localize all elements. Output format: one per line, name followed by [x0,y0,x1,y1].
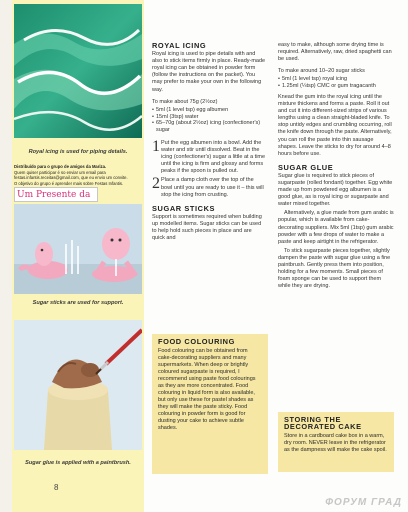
storing-box [278,412,394,472]
ingredient-item: • 5ml (1 level tsp) egg albumen [152,107,266,114]
food-colouring-heading: FOOD COLOURING [158,337,235,346]
step-number: 1 [152,137,160,155]
food-colouring-box [152,334,268,474]
royal-icing-intro: Royal icing is used to pipe details with and also to stick items firmly in place. Ready-made royal icing can be obtained in powder form (follow the instructions on the packet). You may prefer to make your own in the following way. [152,51,266,93]
sugar-sticks-heading: SUGAR STICKS [152,203,216,213]
sugar-sticks-ingredients [278,76,394,90]
sugar-glue-p3: To stick sugarpaste pieces together, slightly dampen the paste with sugar glue using a fine paintbrush. Gently press them into position, holding for a few moments. Small pieces of foam sponge can be used to support them while they are drying. [278,247,391,290]
sugar-glue-caption: Sugar glue is applied with a paintbrush. [25,460,131,466]
ingredient-item: • 65–70g (about 2½oz) icing (confectioner's) sugar [152,120,266,134]
ingredient-item: • 5ml (1 level tsp) royal icing [278,76,394,83]
sugar-sticks-caption: Sugar sticks are used for support. [32,300,124,306]
sugar-sticks-continued: easy to make, although some drying time is required. Alternatively, raw, dried spaghetti can be used. [278,42,392,63]
ingredient-item: • 15ml (3tsp) water [152,114,266,121]
promo-line-4: O objetivo do grupo é aprender mais sobre Festas Infantis. [14,180,124,186]
step-text: Put the egg albumen into a bowl. Add the water and stir until dissolved. Beat in the icing (confectioner's) sugar a little at a time until the icing is firm and glossy and forms peaks if the spoon is pulled out. [161,139,266,175]
royal-icing-caption: Royal icing is used for piping details. [28,149,128,155]
food-colouring-body: Food colouring can be obtained from cake-decorating suppliers and many supermarkets. When deep or brightly coloured sugarpaste is required, I recommend using paste food colourings as they are more concentrated. Food colouring in liquid form is also available, but only use these for pastel shades as they will make the paste sticky. Food colouring in powder form is good for dusting your cake to achieve subtle shades. [158,348,256,431]
ingredient-item: • 1.25ml (¼tsp) CMC or gum tragacanth [278,83,394,90]
step-number: 2 [152,175,160,193]
sugar-sticks-make-heading: To make around 10–20 sugar sticks [278,68,365,75]
sugar-glue-photo [14,320,142,450]
sugar-glue-p2: Alternatively, a glue made from gum arabic is popular, which is available from cake-decorating suppliers. Mix 5ml (1tsp) gum arabic powder with a few drops of water to make a paste and keep airtight in the refrigerator. [278,210,394,245]
sugar-sticks-photo [14,204,142,294]
page-gutter [0,0,12,512]
royal-icing-step-2 [152,177,266,198]
forum-watermark: ФОРУМ ГРАД [325,497,402,508]
royal-icing-heading: ROYAL ICING [152,41,207,50]
page-number: 8 [54,483,59,492]
right-column [278,42,394,292]
step-text: Place a damp cloth over the top of the bowl until you are ready to use it – this will stop the icing from crusting. [161,177,264,198]
sugar-glue-p1: Sugar glue is required to stick pieces of sugarpaste (rolled fondant) together. Egg white made up from powdered egg albumen is a good glue, as is royal icing or sugarpaste and water mixed together. [278,172,393,208]
royal-icing-ingredients [152,107,266,134]
royal-icing-make-heading: To make about 75g (2½oz) [152,98,218,105]
sugar-sticks-method: Knead the gum into the royal icing until the mixture thickens and forms a paste. Roll it out and cut it into different-sized strips of various lengths using a clean straight-bladed knife. To stop untidy edges and crumbling occurring, roll the knife down through the paste. Alternatively, you can roll the paste into thin sausage shapes. Leave the sticks to dry for around 4–8 hours before use. [278,93,392,157]
promo-banner: Um Presente da [14,187,98,202]
promo-line-1: Distribuído para o grupo de amigos da Mariza. [14,164,107,169]
storing-heading-line-1: STORING THE [284,415,341,424]
promo-line-2: Quem quiser participar é so enviar um email para [14,169,106,175]
royal-icing-step-1 [152,137,266,175]
sugar-glue-heading: SUGAR GLUE [278,162,334,172]
royal-icing-photo [14,4,142,138]
promo-text [14,164,144,186]
middle-column [152,42,266,244]
storing-heading-line-2: DECORATED CAKE [284,422,362,431]
promo-line-3: festas.infantis.receitas@gmail.com, que eu envio um convite. [14,175,128,181]
sugar-sticks-body: Support is sometimes required when building up modelled items. Sugar sticks can be used to help hold such pieces in place and are quick and [152,213,262,242]
storing-body: Store in a cardboard cake box in a warm, dry room. NEVER leave in the refrigerator as the dampness will make the cake spoil. [284,433,387,453]
